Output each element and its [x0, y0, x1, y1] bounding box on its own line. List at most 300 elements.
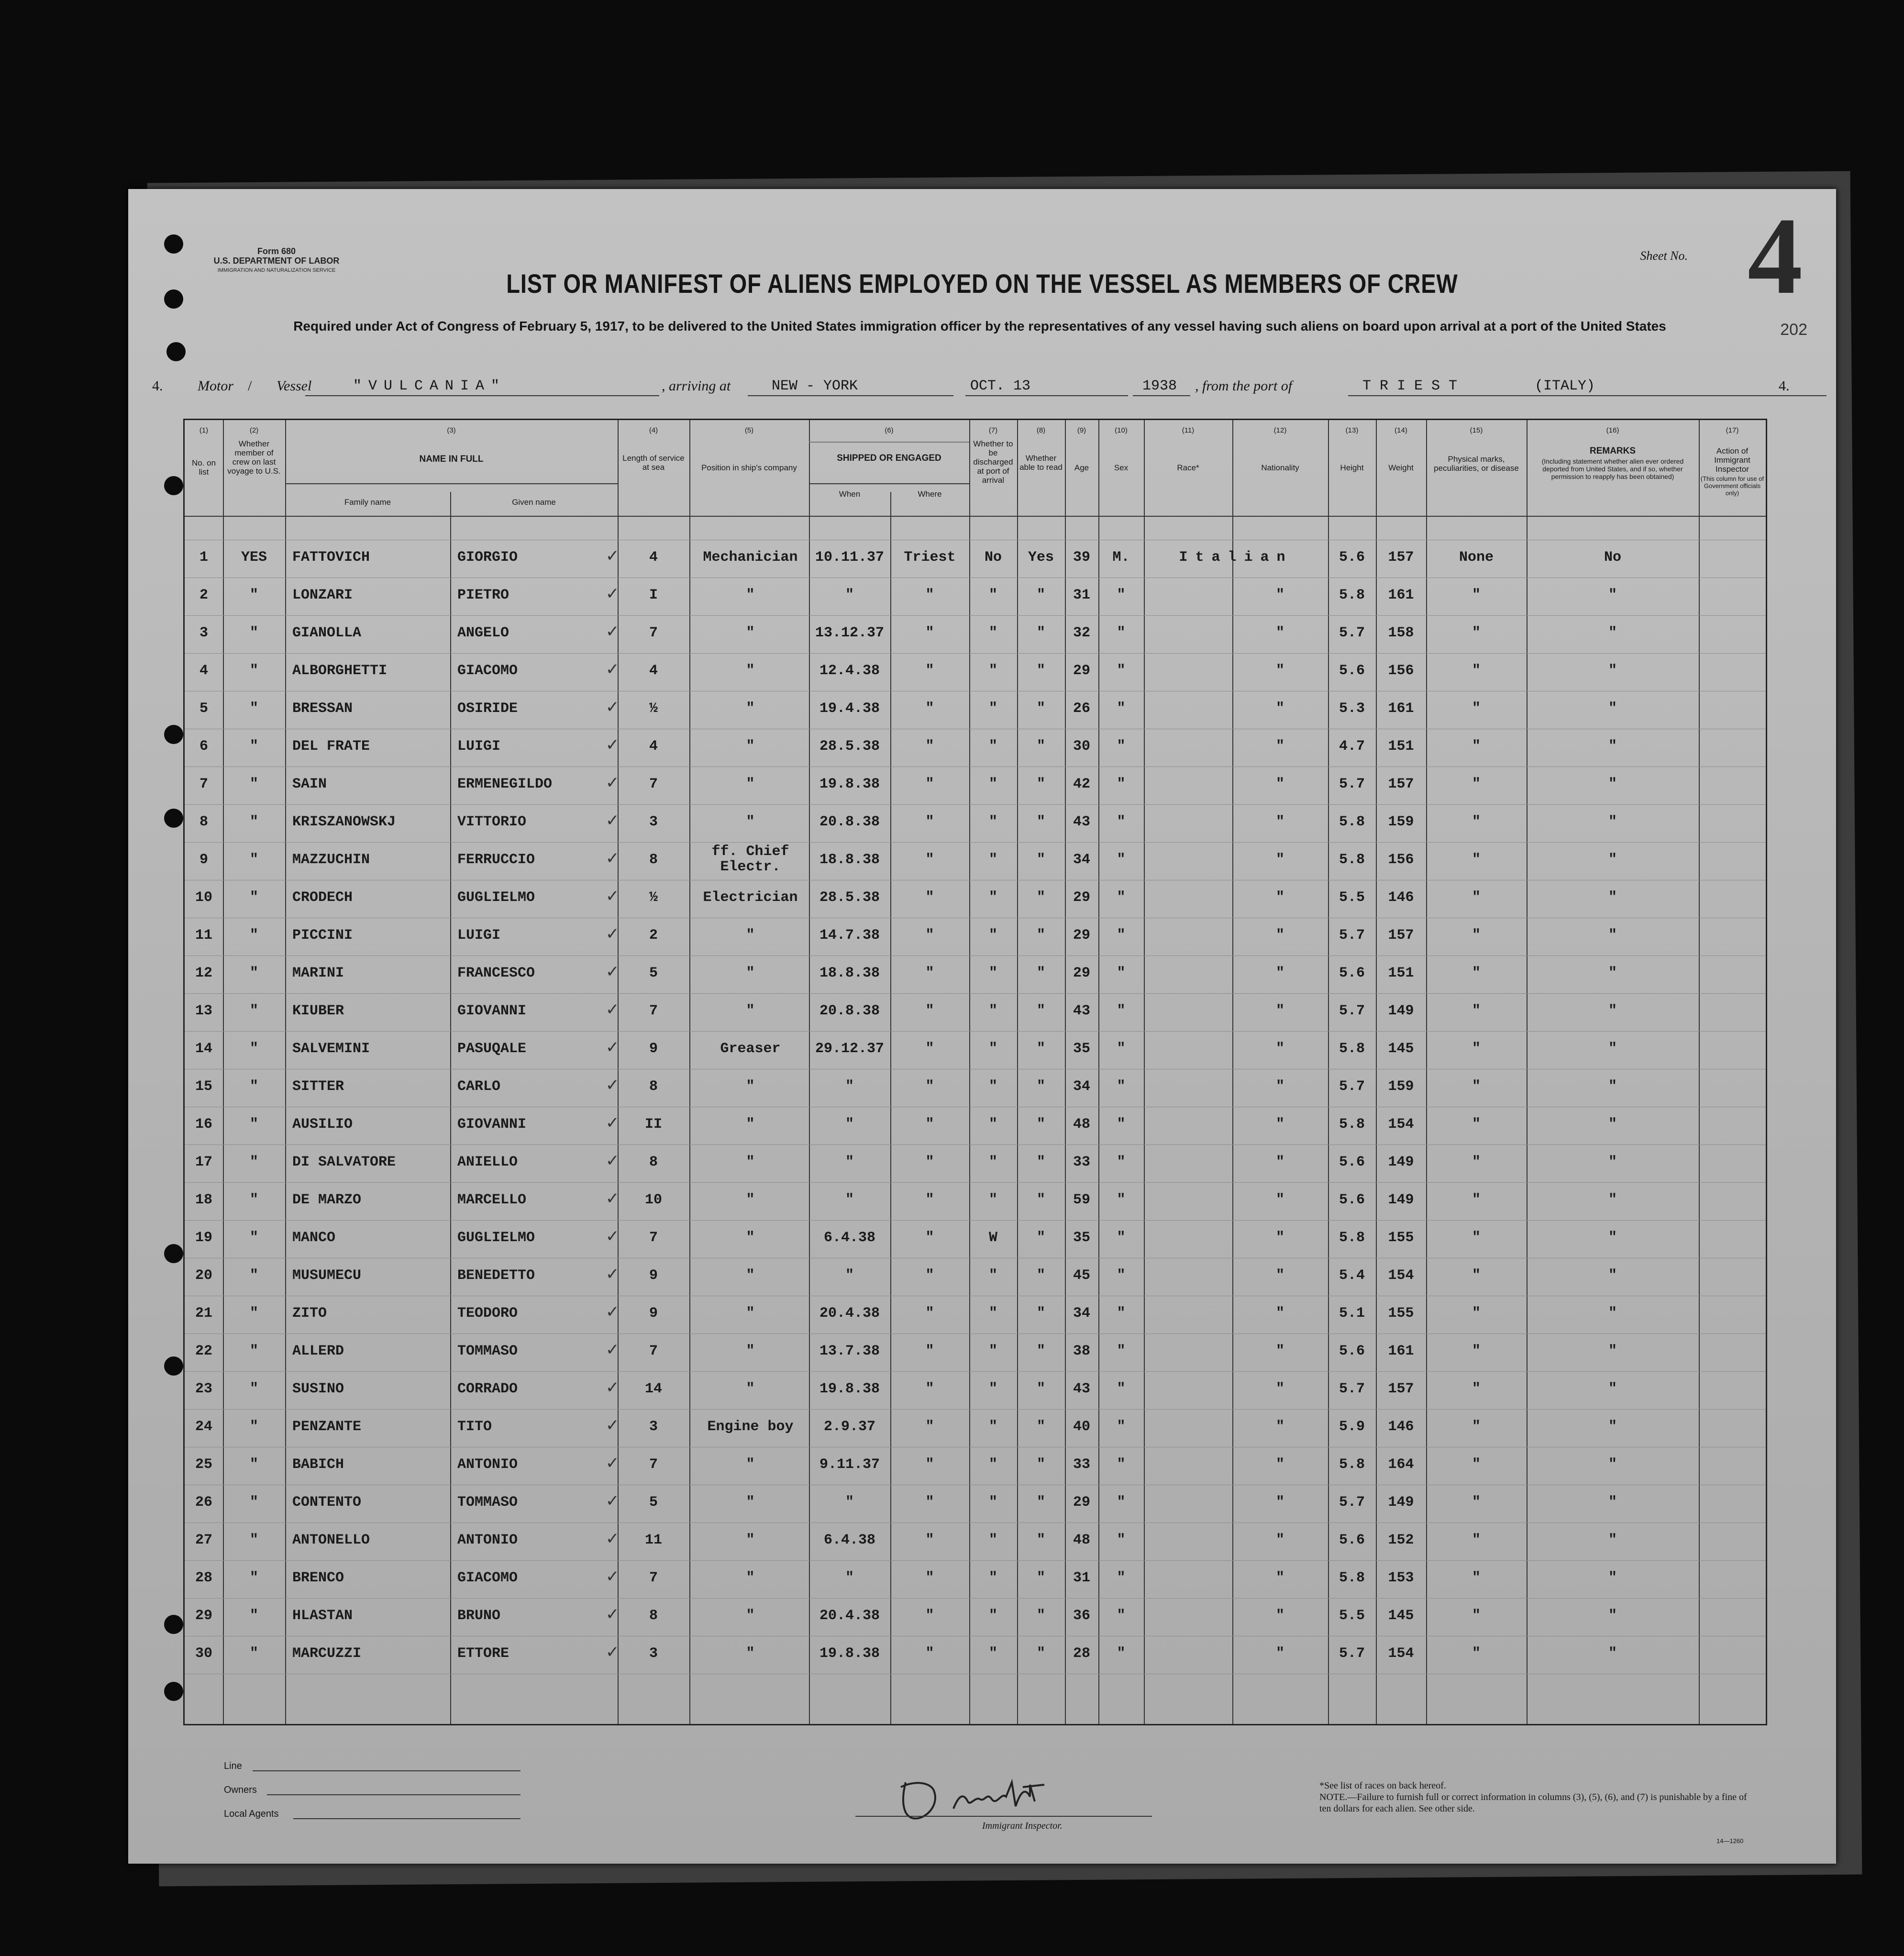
cell-sex: ": [1117, 889, 1126, 906]
cell-no: 30: [195, 1645, 212, 1662]
cell-age: 43: [1073, 1381, 1090, 1397]
cell-where: ": [925, 1078, 934, 1095]
cell-marks: ": [1472, 1343, 1481, 1359]
cell-discharged: ": [988, 1192, 997, 1208]
cell-marks: ": [1472, 776, 1481, 792]
cell-when: ": [845, 1494, 854, 1511]
cell-prev: ": [249, 738, 258, 755]
check-mark: ✓: [606, 1529, 620, 1548]
vessel-line: 4. Motor / Vessel "VULCANIA" , arriving at NEW - YORK OCT. 13 1938 , from the port of TRIEST (ITALY) 4.: [152, 378, 1812, 397]
col-header-age: Age: [1074, 463, 1089, 472]
cell-position: ": [746, 1381, 755, 1397]
cell-sex: ": [1117, 1608, 1126, 1624]
print-code: 14—1260: [1716, 1837, 1744, 1845]
cell-weight: 161: [1388, 587, 1414, 603]
col-num-4: (4): [649, 426, 658, 434]
cell-age: 32: [1073, 625, 1090, 641]
cell-given: ERMENEGILDO: [457, 776, 553, 792]
punch-hole: [164, 1356, 183, 1376]
cell-position: ": [746, 1078, 755, 1095]
cell-no: 5: [199, 700, 208, 717]
cell-no: 4: [199, 663, 208, 679]
cell-marks: ": [1472, 1645, 1481, 1662]
cell-read: ": [1036, 1267, 1045, 1284]
cell-where: ": [925, 1570, 934, 1586]
cell-service: 7: [649, 1570, 658, 1586]
cell-remarks: ": [1608, 1230, 1617, 1246]
cell-discharged: No: [984, 549, 1002, 566]
cell-given: TITO: [457, 1419, 492, 1435]
cell-service: II: [644, 1116, 662, 1133]
check-mark: ✓: [606, 1567, 620, 1586]
cell-age: 26: [1073, 700, 1090, 717]
cell-height: 5.1: [1339, 1305, 1365, 1322]
cell-prev: ": [249, 814, 258, 830]
cell-nat: ": [1275, 587, 1284, 603]
cell-weight: 158: [1388, 625, 1414, 641]
cell-position: ": [746, 700, 755, 717]
cell-read: ": [1036, 1570, 1045, 1586]
cell-prev: ": [249, 1645, 258, 1662]
cell-discharged: ": [988, 1532, 997, 1548]
cell-given: CARLO: [457, 1078, 501, 1095]
arrival-date: OCT. 13: [970, 378, 1031, 394]
cell-position: ": [746, 1267, 755, 1284]
col-num-3: (3): [447, 426, 456, 434]
cell-when: 29.12.37: [815, 1041, 885, 1057]
cell-nat: ": [1275, 1419, 1284, 1435]
cell-where: ": [925, 1381, 934, 1397]
col-header-given-name: Given name: [512, 498, 556, 507]
cell-remarks: ": [1608, 1608, 1617, 1624]
cell-nat: ": [1275, 1267, 1284, 1284]
cell-remarks: ": [1608, 1494, 1617, 1511]
cell-service: 7: [649, 1456, 658, 1473]
cell-position: ": [746, 776, 755, 792]
cell-family: BABICH: [292, 1456, 344, 1473]
cell-service: 4: [649, 663, 658, 679]
cell-age: 29: [1073, 1494, 1090, 1511]
cell-age: 48: [1073, 1116, 1090, 1133]
cell-family: SALVEMINI: [292, 1041, 370, 1057]
cell-weight: 151: [1388, 738, 1414, 755]
cell-prev: ": [249, 776, 258, 792]
motor-label: Motor: [198, 378, 233, 394]
cell-marks: ": [1472, 814, 1481, 830]
cell-age: 43: [1073, 1003, 1090, 1019]
cell-when: 19.4.38: [819, 700, 880, 717]
cell-age: 33: [1073, 1154, 1090, 1170]
cell-when: ": [845, 1154, 854, 1170]
cell-sex: ": [1117, 1494, 1126, 1511]
cell-discharged: ": [988, 1608, 997, 1624]
cell-sex: ": [1117, 1154, 1126, 1170]
cell-family: ALLERD: [292, 1343, 344, 1359]
cell-read: ": [1036, 700, 1045, 717]
col-num-7: (7): [988, 426, 998, 434]
cell-discharged: ": [988, 1267, 997, 1284]
cell-marks: ": [1472, 927, 1481, 944]
cell-position: ff. Chief Electr.: [711, 844, 789, 875]
cell-remarks: ": [1608, 1343, 1617, 1359]
cell-service: I: [649, 587, 658, 603]
cell-marks: ": [1472, 1305, 1481, 1322]
cell-family: PICCINI: [292, 927, 353, 944]
cell-height: 5.6: [1339, 1192, 1365, 1208]
cell-weight: 156: [1388, 663, 1414, 679]
cell-remarks: ": [1608, 1041, 1617, 1057]
cell-when: 28.5.38: [819, 738, 880, 755]
cell-where: ": [925, 1192, 934, 1208]
cell-sex: ": [1117, 1116, 1126, 1133]
cell-prev: ": [249, 1608, 258, 1624]
cell-nat: ": [1275, 1645, 1284, 1662]
cell-marks: ": [1472, 587, 1481, 603]
cell-age: 48: [1073, 1532, 1090, 1548]
cell-nat: ": [1275, 1041, 1284, 1057]
cell-no: 20: [195, 1267, 212, 1284]
form-number: Form 680: [257, 246, 296, 256]
cell-sex: ": [1117, 927, 1126, 944]
cell-service: 3: [649, 1645, 658, 1662]
cell-when: 19.8.38: [819, 1381, 880, 1397]
cell-sex: ": [1117, 1267, 1126, 1284]
cell-remarks: ": [1608, 1570, 1617, 1586]
cell-service: 14: [644, 1381, 662, 1397]
cell-read: ": [1036, 889, 1045, 906]
cell-prev: ": [249, 1078, 258, 1095]
cell-discharged: ": [988, 1343, 997, 1359]
from-country: (ITALY): [1535, 378, 1595, 394]
cell-no: 11: [195, 927, 212, 944]
cell-discharged: ": [988, 814, 997, 830]
col-header-read: Whether able to read: [1019, 454, 1063, 472]
cell-no: 2: [199, 587, 208, 603]
cell-no: 27: [195, 1532, 212, 1548]
cell-remarks: ": [1608, 1532, 1617, 1548]
cell-where: Triest: [904, 549, 956, 566]
cell-family: BRENCO: [292, 1570, 344, 1586]
cell-given: GIOVANNI: [457, 1003, 527, 1019]
cell-nat: ": [1275, 1381, 1284, 1397]
cell-where: ": [925, 927, 934, 944]
crew-table: [183, 419, 1767, 1725]
cell-prev: ": [249, 1343, 258, 1359]
check-mark: ✓: [606, 1265, 620, 1284]
check-mark: ✓: [606, 1000, 620, 1019]
cell-prev: ": [249, 965, 258, 981]
cell-discharged: ": [988, 965, 997, 981]
cell-read: ": [1036, 814, 1045, 830]
cell-weight: 157: [1388, 1381, 1414, 1397]
cell-given: OSIRIDE: [457, 700, 518, 717]
cell-when: 12.4.38: [819, 663, 880, 679]
cell-when: ": [845, 1192, 854, 1208]
cell-given: CORRADO: [457, 1381, 518, 1397]
cell-no: 9: [199, 852, 208, 868]
cell-given: ETTORE: [457, 1645, 509, 1662]
cell-weight: 155: [1388, 1305, 1414, 1322]
cell-weight: 149: [1388, 1003, 1414, 1019]
cell-family: SUSINO: [292, 1381, 344, 1397]
cell-when: ": [845, 1116, 854, 1133]
col-header-previous-voyage: Whether member of crew on last voyage to U.S.: [227, 439, 281, 476]
cell-marks: ": [1472, 1192, 1481, 1208]
cell-prev: ": [249, 1456, 258, 1473]
cell-prev: ": [249, 927, 258, 944]
cell-given: BENEDETTO: [457, 1267, 535, 1284]
col-header-marks: Physical marks, peculiarities, or disease: [1434, 455, 1519, 473]
cell-height: 5.6: [1339, 1532, 1365, 1548]
cell-remarks: ": [1608, 1116, 1617, 1133]
cell-age: 35: [1073, 1041, 1090, 1057]
cell-when: 6.4.38: [823, 1532, 876, 1548]
cell-prev: ": [249, 700, 258, 717]
check-mark: ✓: [606, 1491, 620, 1511]
cell-read: ": [1036, 1608, 1045, 1624]
cell-position: ": [746, 1154, 755, 1170]
cell-weight: 154: [1388, 1267, 1414, 1284]
cell-service: 5: [649, 965, 658, 981]
cell-weight: 155: [1388, 1230, 1414, 1246]
cell-discharged: ": [988, 1381, 997, 1397]
check-mark: ✓: [606, 1454, 620, 1473]
cell-marks: None: [1459, 549, 1494, 566]
cell-given: PIETRO: [457, 587, 509, 603]
cell-marks: ": [1472, 1570, 1481, 1586]
cell-when: 20.8.38: [819, 1003, 880, 1019]
col-header-where: Where: [918, 489, 942, 499]
cell-where: ": [925, 1230, 934, 1246]
cell-age: 29: [1073, 927, 1090, 944]
col-num-9: (9): [1077, 426, 1086, 434]
cell-where: ": [925, 1494, 934, 1511]
cell-weight: 161: [1388, 700, 1414, 717]
cell-position: ": [746, 587, 755, 603]
cell-family: ANTONELLO: [292, 1532, 370, 1548]
cell-where: ": [925, 1532, 934, 1548]
cell-sex: ": [1117, 852, 1126, 868]
cell-where: ": [925, 1041, 934, 1057]
inspector-signature: [886, 1773, 1087, 1825]
cell-no: 29: [195, 1608, 212, 1624]
cell-prev: ": [249, 1041, 258, 1057]
cell-remarks: ": [1608, 663, 1617, 679]
cell-sex: ": [1117, 663, 1126, 679]
cell-given: TOMMASO: [457, 1343, 518, 1359]
cell-position: ": [746, 1230, 755, 1246]
cell-read: ": [1036, 1343, 1045, 1359]
cell-where: ": [925, 1305, 934, 1322]
cell-no: 8: [199, 814, 208, 830]
cell-height: 5.7: [1339, 1645, 1365, 1662]
cell-given: TEODORO: [457, 1305, 518, 1322]
cell-nat: ": [1275, 1154, 1284, 1170]
cell-no: 17: [195, 1154, 212, 1170]
cell-weight: 159: [1388, 1078, 1414, 1095]
cell-discharged: ": [988, 1078, 997, 1095]
cell-discharged: ": [988, 927, 997, 944]
cell-service: 3: [649, 814, 658, 830]
cell-given: ANIELLO: [457, 1154, 518, 1170]
cell-nat: ": [1275, 1570, 1284, 1586]
cell-age: 30: [1073, 738, 1090, 755]
cell-when: 20.4.38: [819, 1305, 880, 1322]
col-header-remarks: REMARKS: [1589, 446, 1636, 456]
cell-service: 4: [649, 549, 658, 566]
cell-weight: 146: [1388, 1419, 1414, 1435]
cell-sex: ": [1117, 1381, 1126, 1397]
punch-hole: [164, 725, 183, 744]
check-mark: ✓: [606, 773, 620, 792]
cell-when: 18.8.38: [819, 965, 880, 981]
cell-when: 20.8.38: [819, 814, 880, 830]
cell-prev: ": [249, 1116, 258, 1133]
col-header-nationality: Nationality: [1261, 463, 1299, 472]
col-num-10: (10): [1115, 426, 1128, 434]
cell-age: 42: [1073, 776, 1090, 792]
cell-remarks: ": [1608, 814, 1617, 830]
cell-remarks: ": [1608, 889, 1617, 906]
cell-service: 8: [649, 1608, 658, 1624]
check-mark: ✓: [606, 1340, 620, 1359]
cell-where: ": [925, 587, 934, 603]
cell-prev: ": [249, 1230, 258, 1246]
cell-position: ": [746, 1494, 755, 1511]
page-title: LIST OR MANIFEST OF ALIENS EMPLOYED ON THE VESSEL AS MEMBERS OF CREW: [506, 268, 1458, 299]
cell-weight: 152: [1388, 1532, 1414, 1548]
cell-weight: 156: [1388, 852, 1414, 868]
cell-height: 5.7: [1339, 1381, 1365, 1397]
cell-where: ": [925, 852, 934, 868]
punch-hole: [164, 809, 183, 828]
cell-family: FATTOVICH: [292, 549, 370, 566]
form-department: U.S. DEPARTMENT OF LABOR: [213, 256, 340, 266]
cell-remarks: ": [1608, 700, 1617, 717]
cell-remarks: ": [1608, 1305, 1617, 1322]
cell-age: 36: [1073, 1608, 1090, 1624]
cell-position: ": [746, 1456, 755, 1473]
cell-read: ": [1036, 1645, 1045, 1662]
cell-prev: ": [249, 663, 258, 679]
cell-family: MUSUMECU: [292, 1267, 362, 1284]
cell-family: LONZARI: [292, 587, 353, 603]
cell-remarks: ": [1608, 1267, 1617, 1284]
cell-where: ": [925, 814, 934, 830]
cell-nat: ": [1275, 1456, 1284, 1473]
cell-prev: ": [249, 1003, 258, 1019]
cell-family: MAZZUCHIN: [292, 852, 370, 868]
cell-given: ANTONIO: [457, 1532, 518, 1548]
check-mark: ✓: [606, 849, 620, 868]
cell-remarks: ": [1608, 738, 1617, 755]
cell-given: GIACOMO: [457, 1570, 518, 1586]
cell-nat: ": [1275, 1305, 1284, 1322]
punch-hole: [164, 289, 183, 309]
cell-when: 6.4.38: [823, 1230, 876, 1246]
arriving-label: , arriving at: [662, 378, 731, 394]
cell-nat: ": [1275, 1003, 1284, 1019]
cell-where: ": [925, 625, 934, 641]
cell-where: ": [925, 738, 934, 755]
cell-marks: ": [1472, 1078, 1481, 1095]
check-mark: ✓: [606, 887, 620, 906]
cell-nat: ": [1275, 663, 1284, 679]
cell-nat: ": [1275, 1230, 1284, 1246]
cell-no: 21: [195, 1305, 212, 1322]
cell-discharged: ": [988, 625, 997, 641]
cell-family: MARINI: [292, 965, 344, 981]
cell-remarks: ": [1608, 1192, 1617, 1208]
cell-read: ": [1036, 625, 1045, 641]
stamp-number: 202: [1780, 321, 1807, 339]
cell-marks: ": [1472, 965, 1481, 981]
cell-weight: 154: [1388, 1116, 1414, 1133]
cell-weight: 161: [1388, 1343, 1414, 1359]
punch-hole: [166, 342, 186, 361]
cell-weight: 146: [1388, 889, 1414, 906]
check-mark: ✓: [606, 1151, 620, 1170]
cell-marks: ": [1472, 1230, 1481, 1246]
cell-discharged: W: [988, 1230, 997, 1246]
cell-read: ": [1036, 587, 1045, 603]
cell-marks: ": [1472, 700, 1481, 717]
cell-when: 19.8.38: [819, 776, 880, 792]
cell-marks: ": [1472, 1267, 1481, 1284]
cell-discharged: ": [988, 1116, 997, 1133]
cell-height: 5.8: [1339, 1116, 1365, 1133]
cell-service: 7: [649, 1343, 658, 1359]
cell-given: ANTONIO: [457, 1456, 518, 1473]
cell-no: 15: [195, 1078, 212, 1095]
col-num-2: (2): [249, 426, 259, 434]
cell-height: 5.7: [1339, 625, 1365, 641]
cell-when: 10.11.37: [815, 549, 885, 566]
check-mark: ✓: [606, 1227, 620, 1246]
cell-when: 13.12.37: [815, 625, 885, 641]
cell-position: Mechanician: [703, 549, 798, 566]
cell-race: Italian: [1179, 549, 1293, 566]
cell-sex: M.: [1112, 549, 1130, 566]
cell-nat: ": [1275, 889, 1284, 906]
cell-height: 5.8: [1339, 1456, 1365, 1473]
cell-read: ": [1036, 852, 1045, 868]
col-header-discharged: Whether to be discharged at port of arrival: [973, 439, 1013, 485]
arriving-port: NEW - YORK: [772, 378, 858, 394]
cell-sex: ": [1117, 738, 1126, 755]
cell-age: 34: [1073, 852, 1090, 868]
cell-where: ": [925, 965, 934, 981]
cell-prev: ": [249, 1267, 258, 1284]
cell-position: ": [746, 1192, 755, 1208]
cell-no: 13: [195, 1003, 212, 1019]
cell-no: 28: [195, 1570, 212, 1586]
right-number: 4.: [1779, 378, 1790, 394]
cell-marks: ": [1472, 1003, 1481, 1019]
col-header-height: Height: [1340, 463, 1364, 472]
cell-weight: 149: [1388, 1494, 1414, 1511]
col-header-weight: Weight: [1388, 463, 1414, 472]
col-header-inspector-note: (This column for use of Government officials only): [1700, 475, 1764, 497]
race-note: *See list of races on back hereof.: [1319, 1780, 1446, 1791]
cell-remarks: ": [1608, 1456, 1617, 1473]
col-num-6: (6): [885, 426, 894, 434]
cell-given: GIOVANNI: [457, 1116, 527, 1133]
cell-marks: ": [1472, 1116, 1481, 1133]
check-mark: ✓: [606, 811, 620, 830]
cell-family: MANCO: [292, 1230, 336, 1246]
cell-height: 5.6: [1339, 1343, 1365, 1359]
